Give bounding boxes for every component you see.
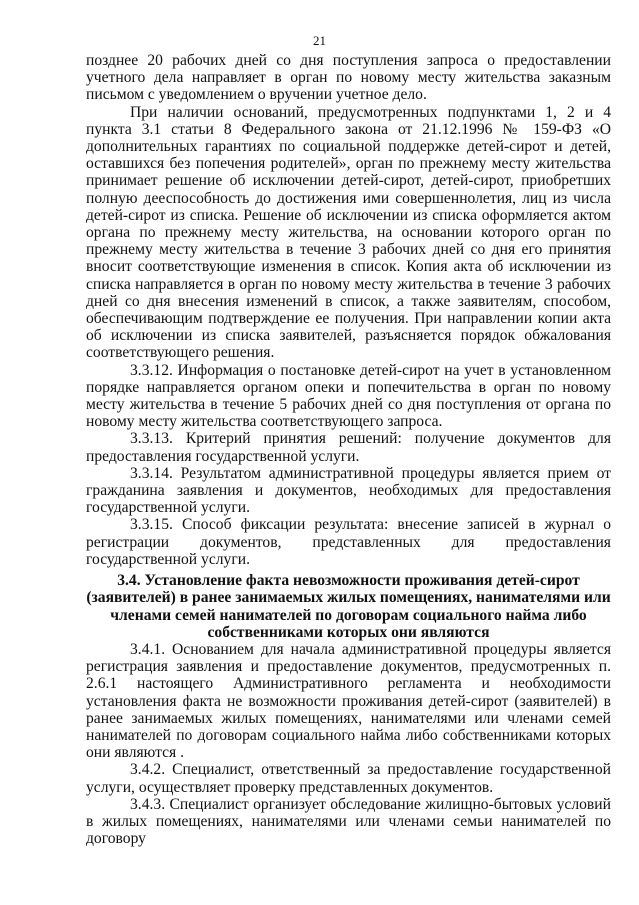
paragraph-3-4-1: 3.4.1. Основанием для начала административной процедуры является регистрация заявления и предоставление документов, предусмотренных п. 2.6.1 настоящего Административного регламента и необходимости установления факта не возможности проживания детей-сирот (заявителей) в ранее занимаемых жилых помещениях, нанимателями или членами семей нанимателей по договорам социального найма либо собственниками которых они являются . [86, 640, 611, 762]
paragraph-3-3-12: 3.3.12. Информация о постановке детей-сирот на учет в установленном порядке направляется органом опеки и попечительства в орган по новому месту жительства в течение 5 рабочих дней со дня поступления от органа по новому месту жительства соответствующего запроса. [86, 361, 611, 431]
paragraph-3-3-14: 3.3.14. Результатом административной процедуры является прием от гражданина заявления и документов, необходимых для предоставления государственной услуги. [86, 464, 611, 517]
paragraph-3-3-13: 3.3.13. Критерий принятия решений: получение документов для предоставления государственной услуги. [86, 430, 611, 465]
paragraph-exclusion-grounds: При наличии оснований, предусмотренных подпунктами 1, 2 и 4 пункта 3.1 статьи 8 Федерального закона от 21.12.1996 № 159-ФЗ «О дополнительных гарантиях по социальной поддержке детей-сирот и детей, оставшихся без попечения родителей», орган по прежнему месту жительства принимает решение об исключении детей-сирот, детей-сирот, приобретших полную дееспособность до достижения ими совершеннолетия, лиц из числа детей-сирот из списка. Решение об исключении из списка оформляется актом органа по прежнему месту жительства, на основании которого орган по прежнему месту жительства в течение 3 рабочих дней со дня его принятия вносит соответствующие изменения в список. Копия акта об исключении из списка направляется в орган по новому месту жительства в течение 3 рабочих дней со дня внесения изменений в список, а также заявителям, способом, обеспечивающим подтверждение ее получения. При направлении копии акта об исключении из списка заявителей, разъясняется порядок обжалования соответствующего решения. [86, 103, 611, 362]
document-body [86, 52, 611, 847]
paragraph-continuation: позднее 20 рабочих дней со дня поступления запроса о предоставлении учетного дела направляет в орган по новому месту жительства заказным письмом с уведомлением о вручении учетное дело. [86, 52, 611, 104]
section-heading-text: 3.4. Установление факта невозможности проживания детей-сирот (заявителей) в ранее занимаемых жилых помещениях, нанимателями или членами семей нанимателей по договорам социального найма либо собственниками которых они являются [86, 572, 611, 641]
page-number: 21 [313, 33, 326, 48]
paragraph-3-4-3: 3.4.3. Специалист организует обследование жилищно-бытовых условий в жилых помещениях, нанимателями или членами семьи нанимателей по договору [86, 795, 611, 848]
paragraph-3-3-15: 3.3.15. Способ фиксации результата: внесение записей в журнал о регистрации документов, представленных для предоставления государственной услуги. [86, 516, 611, 568]
paragraph-3-4-2: 3.4.2. Специалист, ответственный за предоставление государственной услуги, осуществляет проверку представленных документов. [86, 761, 611, 796]
section-heading-3-4 [86, 572, 611, 641]
